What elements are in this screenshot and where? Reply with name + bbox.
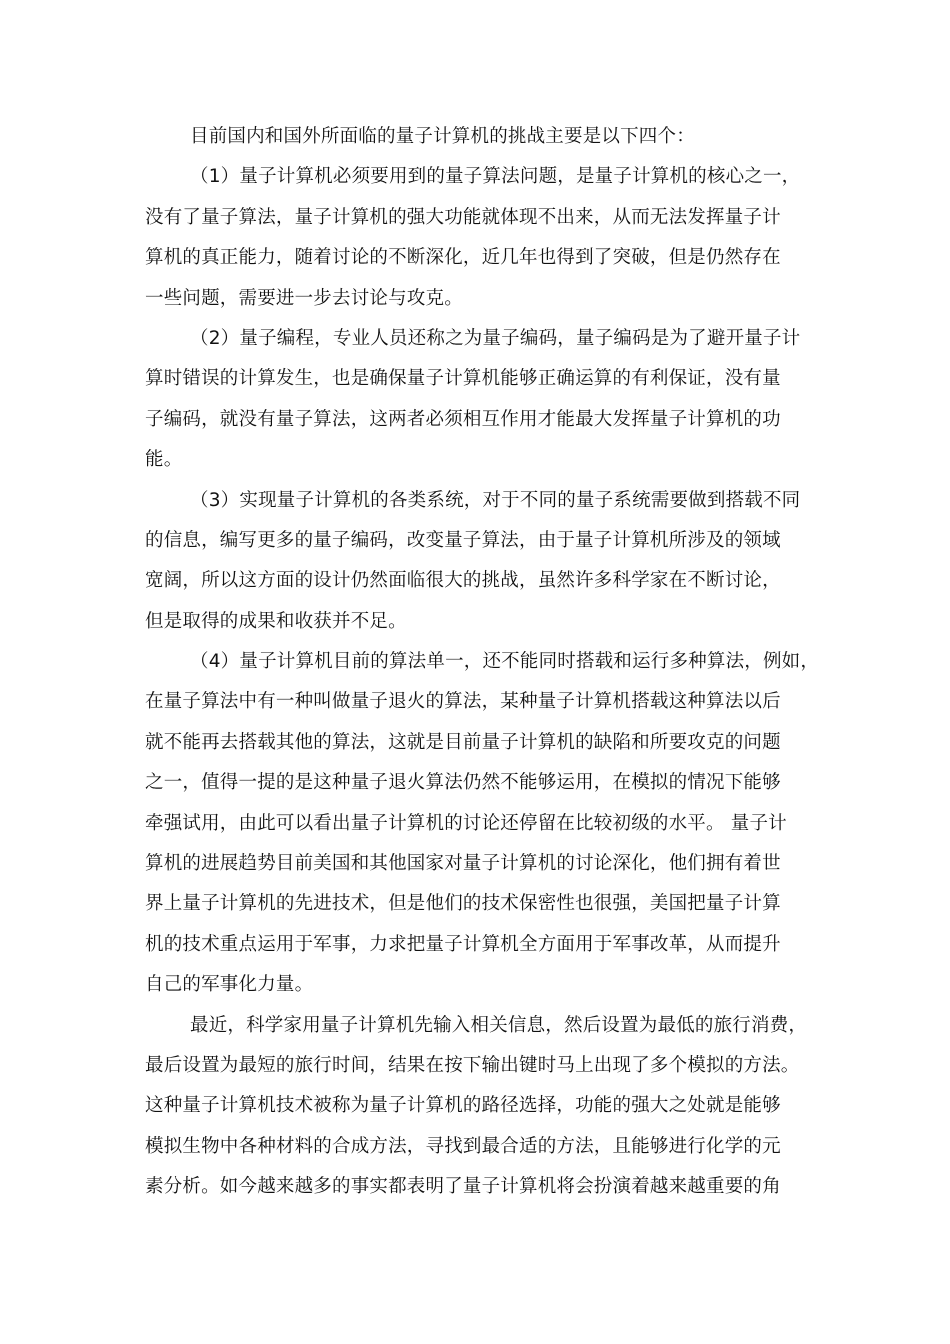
paragraph-line: 在量子算法中有一种叫做量子退火的算法，某种量子计算机搭载这种算法以后 [145, 691, 781, 713]
paragraph-line: 就不能再去搭载其他的算法，这就是目前量子计算机的缺陷和所要攻克的问题 [145, 731, 781, 753]
paragraph-first-line: 最近，科学家用量子计算机先输入相关信息，然后设置为最低的旅行消费， [190, 1014, 808, 1036]
paragraph-line: 这种量子计算机技术被称为量子计算机的路径选择，功能的强大之处就是能够 [145, 1095, 781, 1117]
paragraph-line: 算时错误的计算发生，也是确保量子计算机能够正确运算的有利保证，没有量 [145, 368, 781, 390]
paragraph-line: 能。 [145, 449, 183, 471]
paragraph-line: 一些问题，需要进一步去讨论与攻克。 [145, 287, 463, 309]
paragraph-first-line: （3）实现量子计算机的各类系统，对于不同的量子系统需要做到搭载不同 [190, 489, 801, 511]
paragraph-first-line: （2）量子编程，专业人员还称之为量子编码，量子编码是为了避开量子计 [190, 327, 801, 349]
paragraph-line: 的信息，编写更多的量子编码，改变量子算法，由于量子计算机所涉及的领域 [145, 529, 781, 551]
paragraph-first-line: （1）量子计算机必须要用到的量子算法问题，是量子计算机的核心之一， [190, 166, 801, 188]
paragraph-line: 模拟生物中各种材料的合成方法，寻找到最合适的方法，且能够进行化学的元 [145, 1135, 781, 1157]
paragraph-line: 最后设置为最短的旅行时间，结果在按下输出键时马上出现了多个模拟的方法。 [145, 1054, 800, 1076]
paragraph-line: 机的技术重点运用于军事，力求把量子计算机全方面用于军事改革，从而提升 [145, 933, 781, 955]
paragraph-line: 子编码，就没有量子算法，这两者必须相互作用才能最大发挥量子计算机的功 [145, 408, 781, 430]
paragraph-line: 没有了量子算法，量子计算机的强大功能就体现不出来，从而无法发挥量子计 [145, 206, 781, 228]
paragraph-first-line: （4）量子计算机目前的算法单一，还不能同时搭载和运行多种算法，例如， [190, 651, 820, 673]
paragraph-line: 素分析。如今越来越多的事实都表明了量子计算机将会扮演着越来越重要的角 [145, 1176, 781, 1198]
paragraph-line: 自己的军事化力量。 [145, 974, 314, 996]
paragraph-line: 宽阔，所以这方面的设计仍然面临很大的挑战，虽然许多科学家在不断讨论， [145, 570, 781, 592]
paragraph-line: 算机的真正能力，随着讨论的不断深化，近几年也得到了突破，但是仍然存在 [145, 247, 781, 269]
paragraph-line: 但是取得的成果和收获并不足。 [145, 610, 407, 632]
paragraph-first-line: 目前国内和国外所面临的量子计算机的挑战主要是以下四个： [190, 126, 695, 147]
document-body [145, 117, 825, 1208]
paragraph-line: 之一，值得一提的是这种量子退火算法仍然不能够运用，在模拟的情况下能够 [145, 772, 781, 794]
paragraph-line: 牵强试用，由此可以看出量子计算机的讨论还停留在比较初级的水平。 量子计 [145, 812, 787, 834]
paragraph-line: 算机的进展趋势目前美国和其他国家对量子计算机的讨论深化，他们拥有着世 [145, 853, 781, 875]
paragraph-line: 界上量子计算机的先进技术，但是他们的技术保密性也很强，美国把量子计算 [145, 893, 781, 915]
